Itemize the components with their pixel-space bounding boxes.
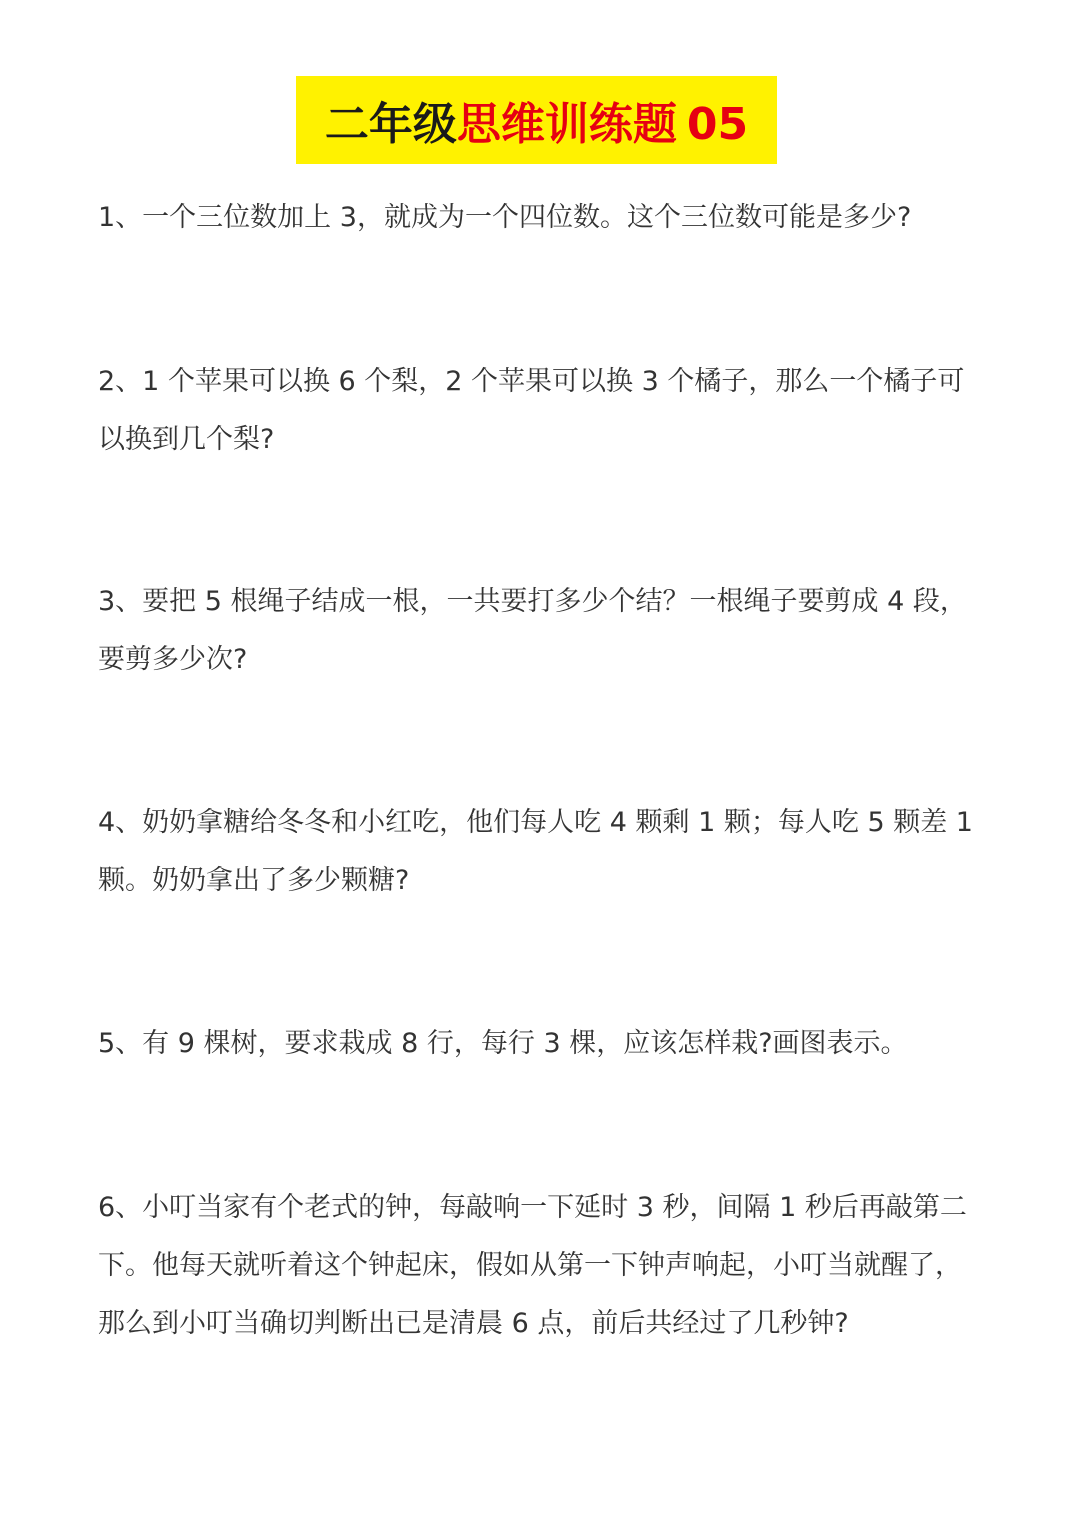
title-grade: 二年级 [324, 99, 457, 150]
title-banner [296, 76, 777, 164]
question-3: 3、要把 5 根绳子结成一根，一共要打多少个结？一根绳子要剪成 4 段，要剪多少次? [98, 586, 967, 675]
title-number: 05 [686, 99, 749, 150]
page-title [325, 88, 748, 152]
question-6: 6、小叮当家有个老式的钟，每敲响一下延时 3 秒，间隔 1 秒后再敲第二下。他每天就听着这个钟起床，假如从第一下钟声响起，小叮当就醒了，那么到小叮当确切判断出已是清晨 6 点，前后共经过了几秒钟? [98, 1192, 967, 1339]
title-topic: 思维训练题 [456, 99, 677, 150]
question-2: 2、1 个苹果可以换 6 个梨，2 个苹果可以换 3 个橘子，那么一个橘子可以换到几个梨? [98, 366, 965, 455]
question-5: 5、有 9 棵树，要求栽成 8 行，每行 3 棵，应该怎样栽?画图表示。 [98, 1028, 908, 1059]
question-4: 4、奶奶拿糖给冬冬和小红吃，他们每人吃 4 颗剩 1 颗；每人吃 5 颗差 1 颗。奶奶拿出了多少颗糖? [98, 807, 973, 896]
question-1: 1、一个三位数加上 3，就成为一个四位数。这个三位数可能是多少? [98, 202, 912, 233]
